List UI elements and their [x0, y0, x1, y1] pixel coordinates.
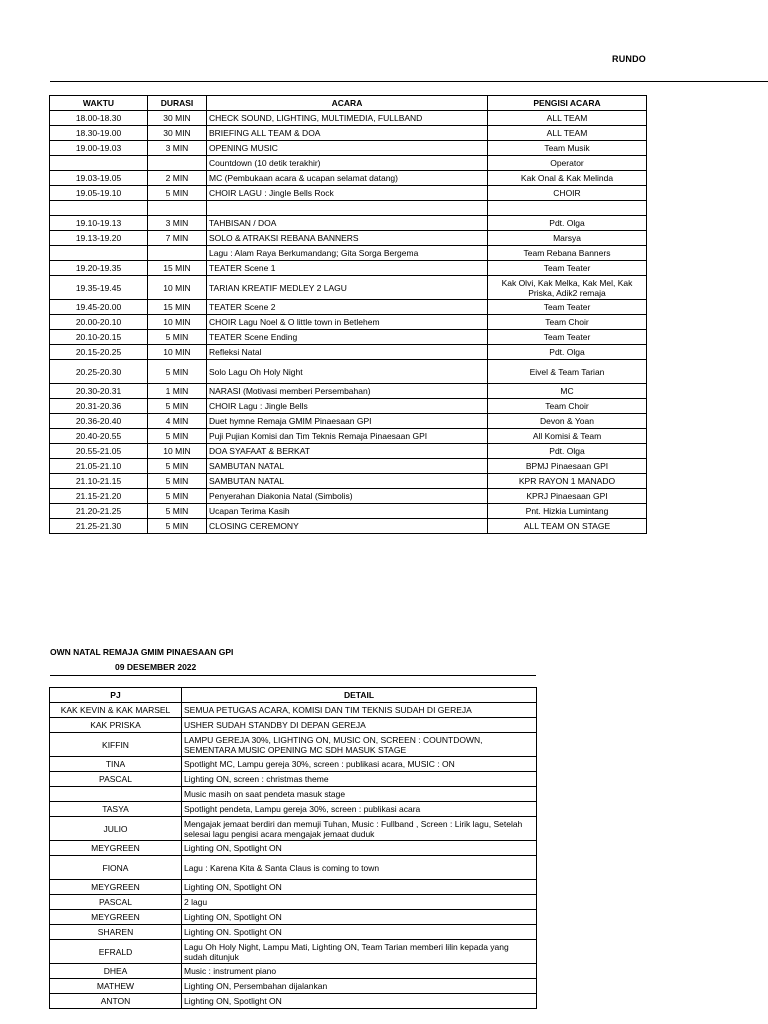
- detail-cell: LAMPU GEREJA 30%, LIGHTING ON, MUSIC ON, SCREEN : COUNTDOWN, SEMENTARA MUSIC OPENING MC SDH MASUK STAGE: [182, 733, 537, 757]
- rundown-table: [49, 95, 647, 534]
- pj-cell: MEYGREEN: [50, 910, 182, 925]
- detail-cell: Lighting ON, Persembahan dijalankan: [182, 979, 537, 994]
- durasi-cell: 5 MIN: [148, 459, 207, 474]
- column-header-waktu: WAKTU: [50, 96, 148, 111]
- acara-cell: TEATER Scene Ending: [207, 330, 488, 345]
- table-row: [50, 703, 537, 718]
- pengisi-cell: Team Teater: [488, 261, 647, 276]
- acara-cell: [207, 201, 488, 216]
- table-row: [50, 384, 647, 399]
- pengisi-cell: BPMJ Pinaesaan GPI: [488, 459, 647, 474]
- table-row: [50, 360, 647, 384]
- detail-cell: 2 lagu: [182, 895, 537, 910]
- pengisi-cell: Pnt. Hizkia Lumintang: [488, 504, 647, 519]
- pj-cell: PASCAL: [50, 772, 182, 787]
- waktu-cell: 19.20-19.35: [50, 261, 148, 276]
- pengisi-cell: KPRJ Pinaesaan GPI: [488, 489, 647, 504]
- acara-cell: Refleksi Natal: [207, 345, 488, 360]
- table-row: [50, 330, 647, 345]
- waktu-cell: 19.03-19.05: [50, 171, 148, 186]
- waktu-cell: 19.13-19.20: [50, 231, 148, 246]
- waktu-cell: 20.40-20.55: [50, 429, 148, 444]
- pj-cell: ANTON: [50, 994, 182, 1009]
- detail-table: [49, 687, 537, 1009]
- pj-cell: KIFFIN: [50, 733, 182, 757]
- detail-cell: Lighting ON, Spotlight ON: [182, 880, 537, 895]
- durasi-cell: 2 MIN: [148, 171, 207, 186]
- waktu-cell: [50, 246, 148, 261]
- pj-cell: MEYGREEN: [50, 841, 182, 856]
- pengisi-cell: Marsya: [488, 231, 647, 246]
- detail-cell: Lighting ON. Spotlight ON: [182, 925, 537, 940]
- durasi-cell: 10 MIN: [148, 315, 207, 330]
- acara-cell: SOLO & ATRAKSI REBANA BANNERS: [207, 231, 488, 246]
- table-row: [50, 718, 537, 733]
- acara-cell: OPENING MUSIC: [207, 141, 488, 156]
- document-title-fragment: RUNDO: [612, 54, 646, 64]
- pengisi-cell: Eivel & Team Tarian: [488, 360, 647, 384]
- table-row: [50, 504, 647, 519]
- durasi-cell: 5 MIN: [148, 489, 207, 504]
- table-row: [50, 787, 537, 802]
- pj-cell: PASCAL: [50, 895, 182, 910]
- table-row: [50, 345, 647, 360]
- mid-divider: [50, 675, 536, 676]
- pengisi-cell: CHOIR: [488, 186, 647, 201]
- acara-cell: Puji Pujian Komisi dan Tim Teknis Remaja Pinaesaan GPI: [207, 429, 488, 444]
- acara-cell: CHECK SOUND, LIGHTING, MULTIMEDIA, FULLBAND: [207, 111, 488, 126]
- durasi-cell: 3 MIN: [148, 216, 207, 231]
- detail-cell: Lagu Oh Holy Night, Lampu Mati, Lighting ON, Team Tarian memberi lilin kepada yang sudah ditunjuk: [182, 940, 537, 964]
- acara-cell: TARIAN KREATIF MEDLEY 2 LAGU: [207, 276, 488, 300]
- detail-cell: Mengajak jemaat berdiri dan memuji Tuhan, Music : Fullband , Screen : Lirik lagu, Setelah selesai lagu pengisi acara mengajak jemaat duduk: [182, 817, 537, 841]
- detail-cell: Spotlight pendeta, Lampu gereja 30%, screen : publikasi acara: [182, 802, 537, 817]
- table-row: [50, 994, 537, 1009]
- table-row: [50, 910, 537, 925]
- pj-cell: EFRALD: [50, 940, 182, 964]
- acara-cell: TEATER Scene 2: [207, 300, 488, 315]
- waktu-cell: 19.00-19.03: [50, 141, 148, 156]
- table-row: [50, 444, 647, 459]
- pengisi-cell: Team Choir: [488, 315, 647, 330]
- acara-cell: Duet hymne Remaja GMIM Pinaesaan GPI: [207, 414, 488, 429]
- event-date: 09 DESEMBER 2022: [115, 662, 197, 672]
- table-row: [50, 141, 647, 156]
- durasi-cell: 30 MIN: [148, 126, 207, 141]
- durasi-cell: 10 MIN: [148, 276, 207, 300]
- pengisi-cell: [488, 201, 647, 216]
- durasi-cell: 5 MIN: [148, 360, 207, 384]
- durasi-cell: 3 MIN: [148, 141, 207, 156]
- table-row: [50, 111, 647, 126]
- table-row: [50, 895, 537, 910]
- table-row: [50, 964, 537, 979]
- waktu-cell: 20.30-20.31: [50, 384, 148, 399]
- column-header-pengisi-acara: PENGISI ACARA: [488, 96, 647, 111]
- waktu-cell: 20.10-20.15: [50, 330, 148, 345]
- durasi-cell: 5 MIN: [148, 474, 207, 489]
- durasi-cell: 15 MIN: [148, 300, 207, 315]
- table-row: [50, 414, 647, 429]
- table-row: [50, 489, 647, 504]
- table-row: [50, 186, 647, 201]
- acara-cell: Lagu : Alam Raya Berkumandang; Gita Sorga Bergema: [207, 246, 488, 261]
- waktu-cell: 20.25-20.30: [50, 360, 148, 384]
- column-header-durasi: DURASI: [148, 96, 207, 111]
- detail-cell: Music : instrument piano: [182, 964, 537, 979]
- acara-cell: TAHBISAN / DOA: [207, 216, 488, 231]
- acara-cell: Countdown (10 detik terakhir): [207, 156, 488, 171]
- table-row: [50, 315, 647, 330]
- durasi-cell: 7 MIN: [148, 231, 207, 246]
- pengisi-cell: KPR RAYON 1 MANADO: [488, 474, 647, 489]
- detail-header-row: [50, 688, 537, 703]
- table-row: [50, 399, 647, 414]
- table-row: [50, 519, 647, 534]
- column-header-pj: PJ: [50, 688, 182, 703]
- top-divider: [50, 81, 768, 82]
- durasi-cell: [148, 156, 207, 171]
- pengisi-cell: Team Musik: [488, 141, 647, 156]
- detail-section-title: OWN NATAL REMAJA GMIM PINAESAAN GPI: [50, 647, 234, 657]
- table-row: [50, 772, 537, 787]
- pj-cell: JULIO: [50, 817, 182, 841]
- detail-cell: USHER SUDAH STANDBY DI DEPAN GEREJA: [182, 718, 537, 733]
- waktu-cell: 21.15-21.20: [50, 489, 148, 504]
- waktu-cell: [50, 156, 148, 171]
- acara-cell: SAMBUTAN NATAL: [207, 474, 488, 489]
- table-row: [50, 817, 537, 841]
- table-row: [50, 880, 537, 895]
- waktu-cell: 20.15-20.25: [50, 345, 148, 360]
- pj-cell: [50, 787, 182, 802]
- pengisi-cell: Pdt. Olga: [488, 216, 647, 231]
- detail-cell: Lighting ON, Spotlight ON: [182, 841, 537, 856]
- table-row: [50, 246, 647, 261]
- durasi-cell: 5 MIN: [148, 330, 207, 345]
- acara-cell: CHOIR Lagu : Jingle Bells: [207, 399, 488, 414]
- pengisi-cell: Pdt. Olga: [488, 444, 647, 459]
- table-row: [50, 856, 537, 880]
- acara-cell: TEATER Scene 1: [207, 261, 488, 276]
- waktu-cell: 19.10-19.13: [50, 216, 148, 231]
- table-row: [50, 925, 537, 940]
- table-row: [50, 733, 537, 757]
- pj-cell: TINA: [50, 757, 182, 772]
- detail-cell: Lighting ON, screen : christmas theme: [182, 772, 537, 787]
- durasi-cell: 10 MIN: [148, 345, 207, 360]
- pengisi-cell: ALL TEAM: [488, 111, 647, 126]
- pj-cell: FIONA: [50, 856, 182, 880]
- column-header-detail: DETAIL: [182, 688, 537, 703]
- waktu-cell: 18.30-19.00: [50, 126, 148, 141]
- pengisi-cell: Team Rebana Banners: [488, 246, 647, 261]
- table-row: [50, 126, 647, 141]
- durasi-cell: [148, 246, 207, 261]
- waktu-cell: 19.35-19.45: [50, 276, 148, 300]
- pengisi-cell: Kak Olvi, Kak Melka, Kak Mel, Kak Priska, Adik2 remaja: [488, 276, 647, 300]
- pj-cell: KAK KEVIN & KAK MARSEL: [50, 703, 182, 718]
- detail-cell: Spotlight MC, Lampu gereja 30%, screen : publikasi acara, MUSIC : ON: [182, 757, 537, 772]
- detail-cell: SEMUA PETUGAS ACARA, KOMISI DAN TIM TEKNIS SUDAH DI GEREJA: [182, 703, 537, 718]
- table-row: [50, 757, 537, 772]
- waktu-cell: 20.36-20.40: [50, 414, 148, 429]
- pengisi-cell: Team Choir: [488, 399, 647, 414]
- table-row: [50, 261, 647, 276]
- waktu-cell: [50, 201, 148, 216]
- waktu-cell: 18.00-18.30: [50, 111, 148, 126]
- acara-cell: Solo Lagu Oh Holy Night: [207, 360, 488, 384]
- pengisi-cell: Operator: [488, 156, 647, 171]
- durasi-cell: 5 MIN: [148, 186, 207, 201]
- waktu-cell: 19.05-19.10: [50, 186, 148, 201]
- pj-cell: TASYA: [50, 802, 182, 817]
- acara-cell: BRIEFING ALL TEAM & DOA: [207, 126, 488, 141]
- waktu-cell: 21.10-21.15: [50, 474, 148, 489]
- waktu-cell: 21.20-21.25: [50, 504, 148, 519]
- pengisi-cell: Devon & Yoan: [488, 414, 647, 429]
- detail-cell: Lighting ON, Spotlight ON: [182, 994, 537, 1009]
- waktu-cell: 21.25-21.30: [50, 519, 148, 534]
- column-header-acara: ACARA: [207, 96, 488, 111]
- table-row: [50, 231, 647, 246]
- pengisi-cell: Kak Onal & Kak Melinda: [488, 171, 647, 186]
- waktu-cell: 20.55-21.05: [50, 444, 148, 459]
- table-row: [50, 802, 537, 817]
- waktu-cell: 20.00-20.10: [50, 315, 148, 330]
- pengisi-cell: ALL TEAM ON STAGE: [488, 519, 647, 534]
- durasi-cell: 5 MIN: [148, 504, 207, 519]
- pj-cell: SHAREN: [50, 925, 182, 940]
- durasi-cell: 15 MIN: [148, 261, 207, 276]
- table-row: [50, 156, 647, 171]
- waktu-cell: 19.45-20.00: [50, 300, 148, 315]
- pengisi-cell: All Komisi & Team: [488, 429, 647, 444]
- durasi-cell: 1 MIN: [148, 384, 207, 399]
- pengisi-cell: ALL TEAM: [488, 126, 647, 141]
- table-row: [50, 276, 647, 300]
- table-row: [50, 201, 647, 216]
- table-row: [50, 171, 647, 186]
- pengisi-cell: Pdt. Olga: [488, 345, 647, 360]
- pj-cell: DHEA: [50, 964, 182, 979]
- acara-cell: Ucapan Terima Kasih: [207, 504, 488, 519]
- table-row: [50, 940, 537, 964]
- durasi-cell: 5 MIN: [148, 519, 207, 534]
- detail-cell: Lagu : Karena Kita & Santa Claus is coming to town: [182, 856, 537, 880]
- acara-cell: SAMBUTAN NATAL: [207, 459, 488, 474]
- acara-cell: CLOSING CEREMONY: [207, 519, 488, 534]
- acara-cell: NARASI (Motivasi memberi Persembahan): [207, 384, 488, 399]
- acara-cell: CHOIR Lagu Noel & O little town in Betlehem: [207, 315, 488, 330]
- table-row: [50, 429, 647, 444]
- pj-cell: MEYGREEN: [50, 880, 182, 895]
- acara-cell: DOA SYAFAAT & BERKAT: [207, 444, 488, 459]
- pengisi-cell: Team Teater: [488, 330, 647, 345]
- waktu-cell: 20.31-20.36: [50, 399, 148, 414]
- table-row: [50, 216, 647, 231]
- pj-cell: MATHEW: [50, 979, 182, 994]
- durasi-cell: 30 MIN: [148, 111, 207, 126]
- waktu-cell: 21.05-21.10: [50, 459, 148, 474]
- pengisi-cell: Team Teater: [488, 300, 647, 315]
- table-row: [50, 459, 647, 474]
- table-row: [50, 979, 537, 994]
- pj-cell: KAK PRISKA: [50, 718, 182, 733]
- acara-cell: Penyerahan Diakonia Natal (Simbolis): [207, 489, 488, 504]
- durasi-cell: 5 MIN: [148, 399, 207, 414]
- durasi-cell: 4 MIN: [148, 414, 207, 429]
- table-row: [50, 474, 647, 489]
- durasi-cell: [148, 201, 207, 216]
- detail-cell: Music masih on saat pendeta masuk stage: [182, 787, 537, 802]
- acara-cell: MC (Pembukaan acara & ucapan selamat datang): [207, 171, 488, 186]
- rundown-header-row: [50, 96, 647, 111]
- detail-cell: Lighting ON, Spotlight ON: [182, 910, 537, 925]
- table-row: [50, 841, 537, 856]
- durasi-cell: 10 MIN: [148, 444, 207, 459]
- table-row: [50, 300, 647, 315]
- durasi-cell: 5 MIN: [148, 429, 207, 444]
- acara-cell: CHOIR LAGU : Jingle Bells Rock: [207, 186, 488, 201]
- pengisi-cell: MC: [488, 384, 647, 399]
